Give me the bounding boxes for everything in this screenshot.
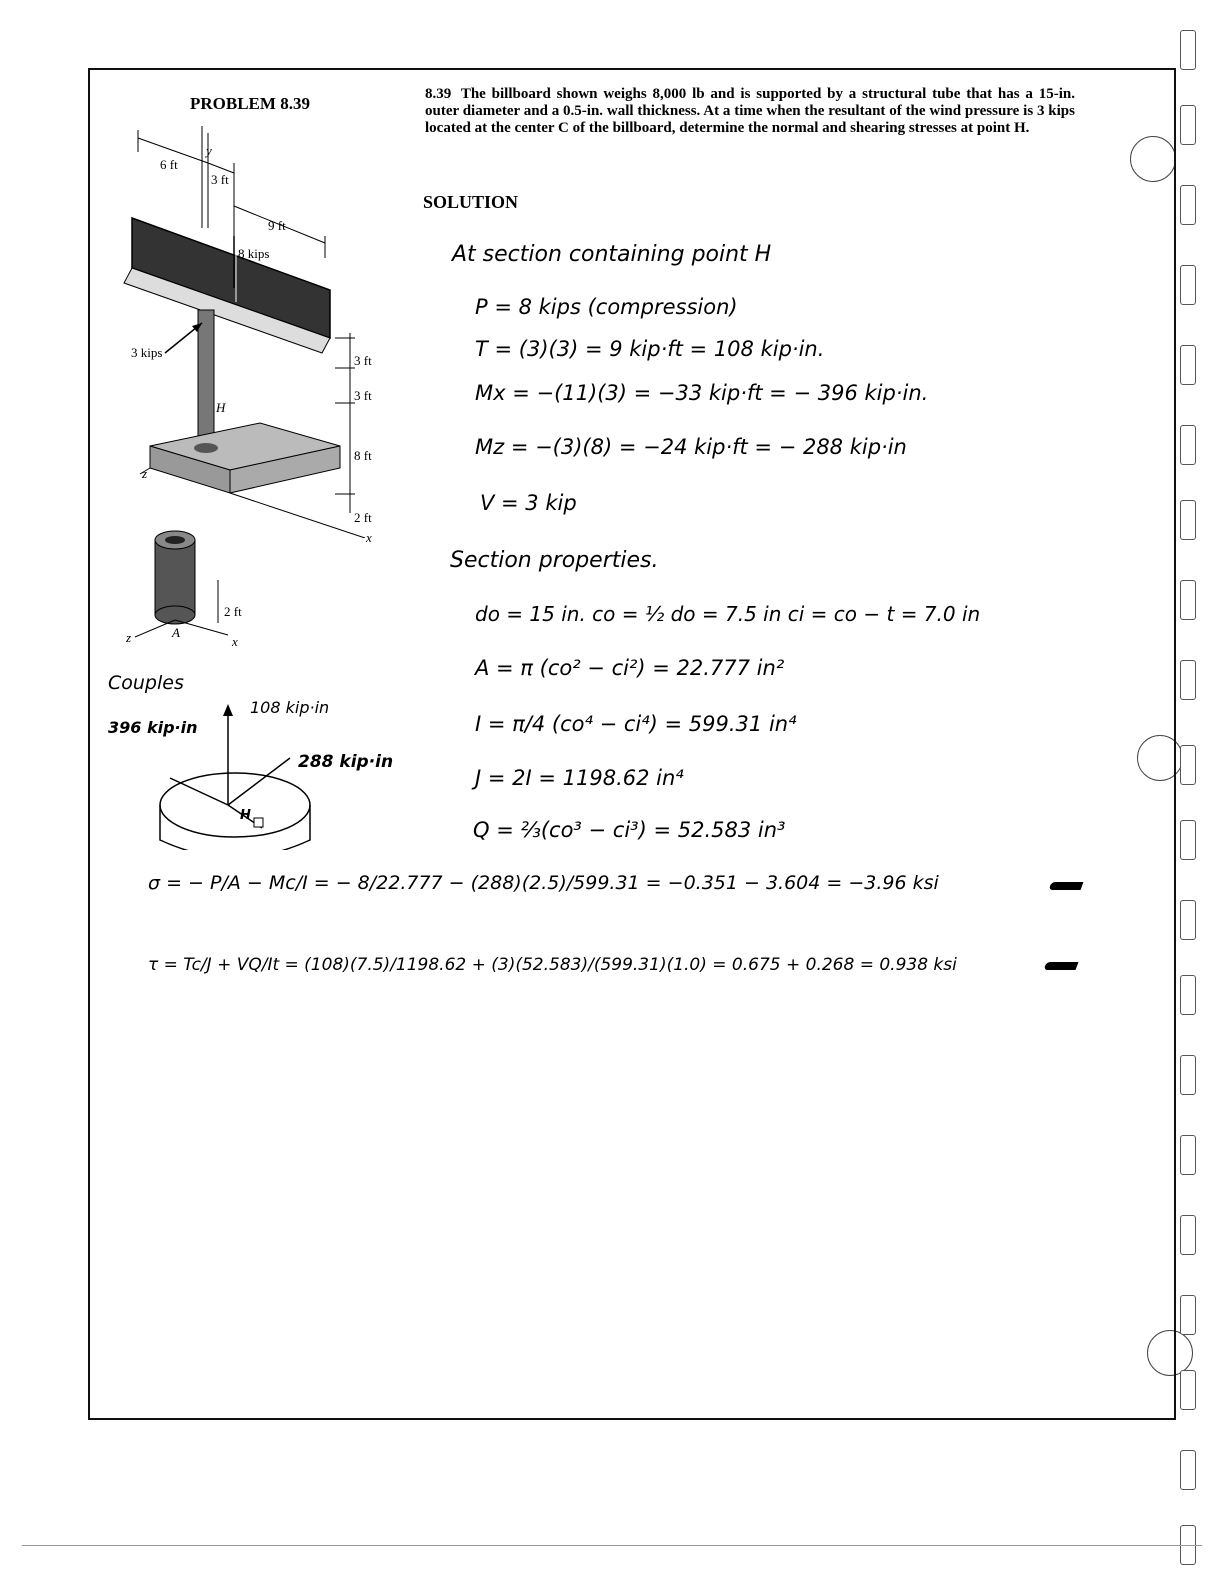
binder-tab: [1180, 900, 1196, 940]
eq-t: T = (3)(3) = 9 kip·ft = 108 kip·in.: [475, 337, 825, 361]
binder-tab: [1180, 1450, 1196, 1490]
dim-3ft-b: 3 ft: [354, 388, 372, 403]
section-x: x: [232, 634, 238, 649]
eq-polar: J = 2I = 1198.62 in⁴: [475, 766, 684, 790]
eq-p: P = 8 kips (compression): [475, 295, 738, 319]
couple-point-h: H: [240, 808, 251, 823]
section-properties: Section properties.: [450, 548, 659, 573]
binder-tab: [1180, 745, 1196, 785]
dim-3ft-a: 3 ft: [354, 353, 372, 368]
binder-tab: [1180, 1215, 1196, 1255]
solution-intro: At section containing point H: [452, 242, 772, 267]
binder-tab: [1180, 265, 1196, 305]
solution-heading: SOLUTION: [423, 192, 519, 212]
answer-marker-tau: [1044, 962, 1079, 970]
dim-6ft: 6 ft: [160, 157, 178, 172]
binder-tab: [1180, 1135, 1196, 1175]
binder-tab: [1180, 660, 1196, 700]
binder-tab: [1180, 975, 1196, 1015]
page-bottom-rule: [22, 1545, 1202, 1546]
binder-tab: [1180, 1370, 1196, 1410]
eq-sigma: σ = − P/A − Mc/I = − 8/22.777 − (288)(2.5)/599.31 = −0.351 − 3.604 = −3.96 ksi: [148, 872, 939, 894]
problem-statement: [425, 86, 1075, 137]
eq-inertia: I = π/4 (co⁴ − ci⁴) = 599.31 in⁴: [475, 712, 797, 736]
axis-x-label: x: [366, 530, 372, 545]
binder-tab: [1180, 425, 1196, 465]
eq-tau: τ = Tc/J + VQ/It = (108)(7.5)/1198.62 + (3)(52.583)/(599.31)(1.0) = 0.675 + 0.268 = 0.938 ksi: [148, 955, 957, 975]
billboard-figure: [110, 118, 390, 538]
dim-3ft-top: 3 ft: [211, 172, 229, 187]
eq-area: A = π (co² − ci²) = 22.777 in²: [475, 656, 785, 680]
tube-section-figure: [120, 525, 250, 645]
binder-tab: [1180, 1295, 1196, 1335]
eq-diameters: do = 15 in. co = ½ do = 7.5 in ci = co − t = 7.0 in: [475, 602, 981, 626]
eq-mx: Mx = −(11)(3) = −33 kip·ft = − 396 kip·in.: [475, 381, 929, 405]
binder-tab: [1180, 185, 1196, 225]
binder-tab: [1180, 345, 1196, 385]
section-2ft: 2 ft: [224, 604, 242, 619]
eq-q: Q = ⅔(co³ − ci³) = 52.583 in³: [473, 818, 786, 842]
load-8kips: 8 kips: [238, 246, 270, 261]
answer-marker-sigma: [1049, 882, 1084, 890]
binder-tab: [1180, 30, 1196, 70]
problem-number: 8.39: [425, 86, 452, 102]
section-z: z: [126, 630, 132, 645]
axis-z-label: z: [142, 466, 148, 481]
axis-y-label: y: [206, 143, 212, 158]
couple-396: 396 kip·in: [108, 718, 198, 737]
point-h-label: H: [216, 400, 226, 415]
problem-title: PROBLEM 8.39: [190, 94, 310, 113]
couple-108: 108 kip·in: [250, 698, 330, 717]
binder-tab: [1180, 820, 1196, 860]
dim-2ft: 2 ft: [354, 510, 372, 525]
binder-tab: [1180, 500, 1196, 540]
eq-mz: Mz = −(3)(8) = −24 kip·ft = − 288 kip·in: [475, 435, 907, 459]
problem-text: The billboard shown weighs 8,000 lb and is supported by a structural tube that has a 15-in. outer diameter and a 0.5-in. wall thickness. At a time when the resultant of the wind pressure is 3 kips located at the center C of the billboard, determine the normal and shearing stresses at point H.: [425, 86, 1075, 136]
dim-8ft: 8 ft: [354, 448, 372, 463]
eq-v: V = 3 kip: [480, 491, 577, 515]
couple-288: 288 kip·in: [298, 752, 394, 772]
binder-tab: [1180, 1055, 1196, 1095]
load-3kips: 3 kips: [131, 345, 163, 360]
dim-9ft: 9 ft: [268, 218, 286, 233]
section-a: A: [172, 625, 180, 640]
binder-tab: [1180, 580, 1196, 620]
couples-title: Couples: [108, 672, 184, 694]
binder-tab: [1180, 105, 1196, 145]
